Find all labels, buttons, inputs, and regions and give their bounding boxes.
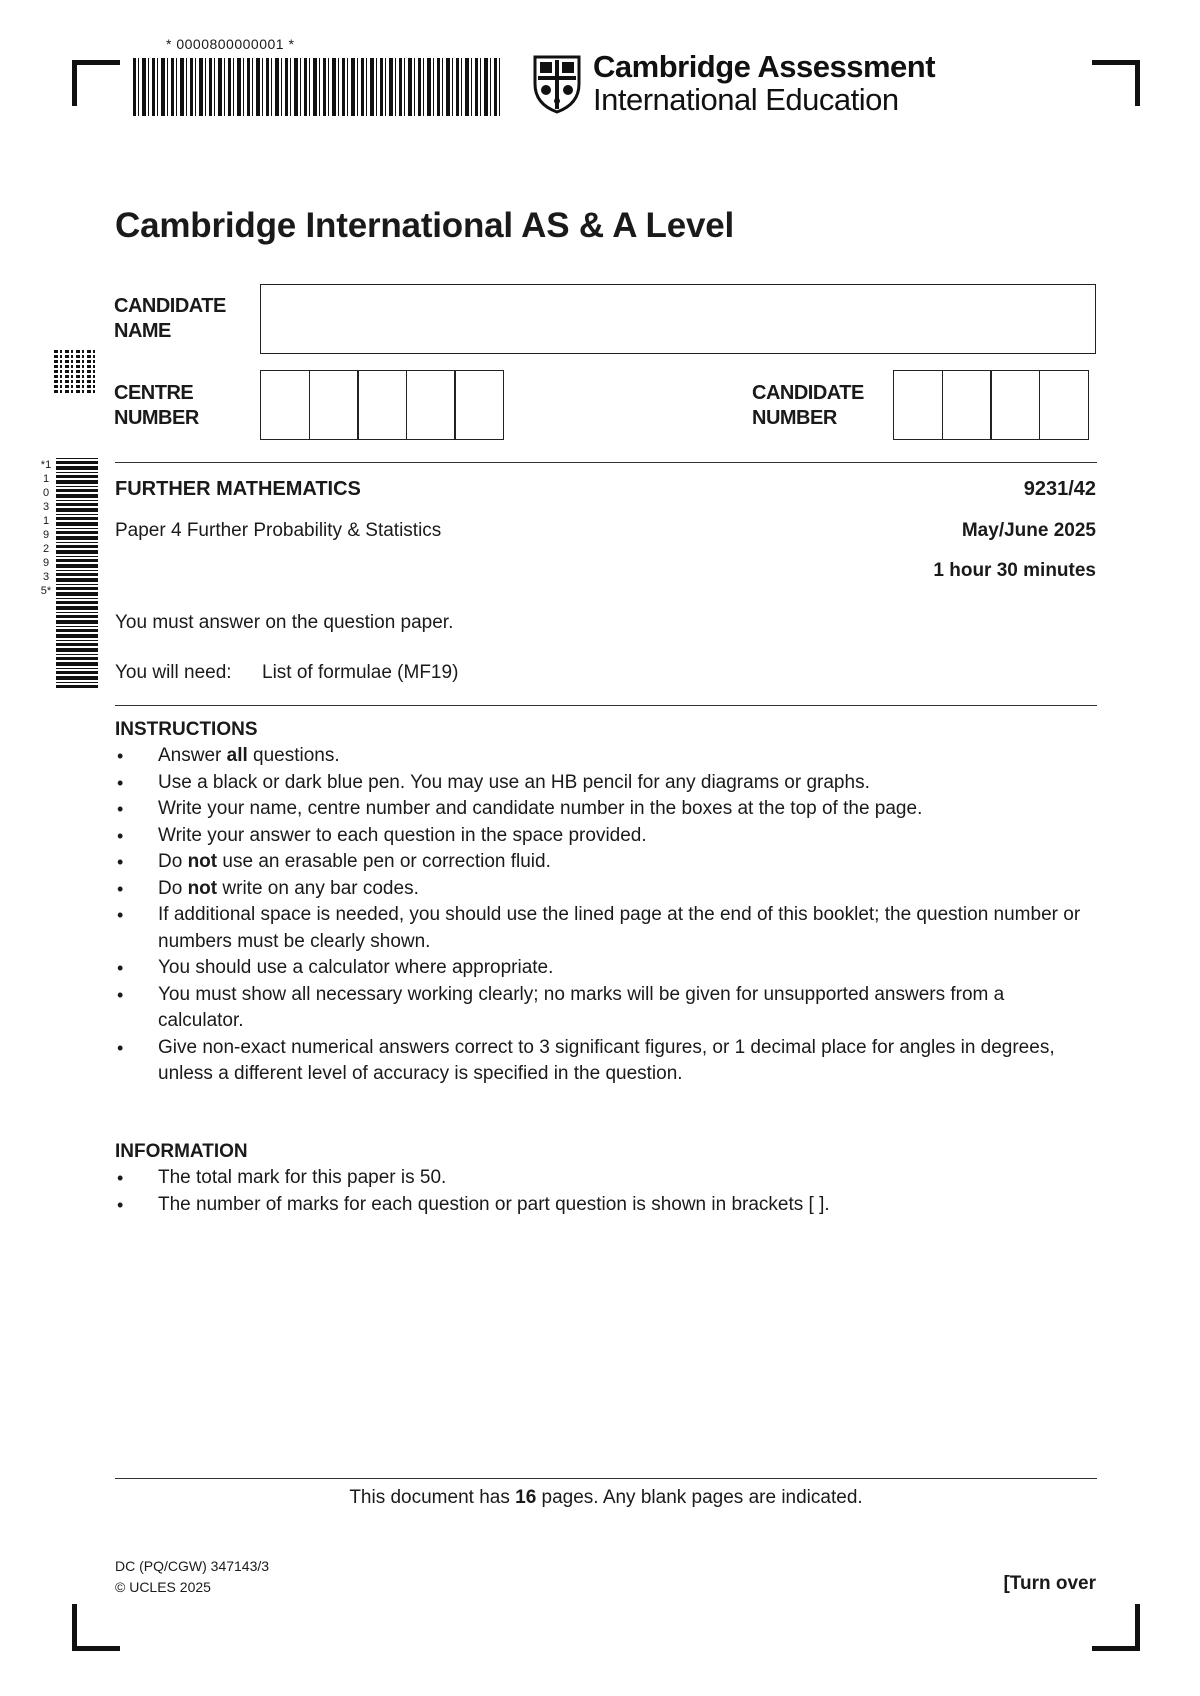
instruction-text: Use a black or dark blue pen. You may use an HB pencil for any diagrams or graphs. xyxy=(158,771,870,793)
instruction-emphasis: not xyxy=(187,877,218,899)
qr-code xyxy=(54,349,96,393)
paper-name: Paper 4 Further Probability & Statistics xyxy=(115,520,442,541)
instruction-item xyxy=(115,902,1095,955)
crop-mark-bottom-right-v xyxy=(1135,1604,1140,1651)
centre-number-label-line1: CENTRE xyxy=(114,382,194,404)
paper-code: 9231/42 xyxy=(1023,478,1096,500)
copyright: © UCLES 2025 xyxy=(115,1579,211,1595)
brand-line-2: International Education xyxy=(593,82,899,117)
footer-ref-block xyxy=(115,1556,269,1598)
instruction-emphasis: all xyxy=(226,745,248,766)
instruction-item xyxy=(115,796,1095,823)
top-barcode xyxy=(133,58,500,116)
instruction-item xyxy=(115,770,1095,797)
information-list xyxy=(115,1165,1095,1218)
barcode-number: * 0000800000001 * xyxy=(166,36,295,52)
brand-name xyxy=(593,50,935,116)
centre-number-digit[interactable] xyxy=(357,370,407,440)
side-barcode xyxy=(56,456,98,688)
instruction-text: You should use a calculator where appropriate. xyxy=(158,957,554,978)
information-item: • The number of marks for each question or part question is shown in brackets [ ]. xyxy=(115,1192,1095,1219)
divider-middle xyxy=(115,705,1097,706)
instruction-text: Do xyxy=(158,877,188,899)
candidate-number-label-line1: CANDIDATE xyxy=(752,382,864,404)
crop-mark-top-right-v xyxy=(1135,60,1140,106)
candidate-name-input[interactable] xyxy=(260,284,1096,354)
instruction-item xyxy=(115,743,1095,770)
page-count-pre: This document has xyxy=(349,1487,516,1508)
candidate-number-digit[interactable] xyxy=(1039,370,1089,440)
centre-number-digit[interactable] xyxy=(454,370,504,440)
instruction-item xyxy=(115,1035,1095,1088)
instruction-text: Do xyxy=(158,851,188,872)
centre-number-digit[interactable] xyxy=(309,370,359,440)
candidate-name-label-line2: NAME xyxy=(114,320,171,342)
document-reference: DC (PQ/CGW) 347143/3 xyxy=(115,1558,270,1574)
divider-bottom xyxy=(115,1478,1097,1479)
information-item: • The total mark for this paper is 50. xyxy=(115,1165,1095,1192)
answer-note: You must answer on the question paper. xyxy=(115,612,454,633)
page-count-note xyxy=(115,1487,1097,1509)
candidate-number-digit[interactable] xyxy=(893,370,943,440)
crop-mark-bottom-left-v xyxy=(72,1604,77,1651)
centre-number-digit[interactable] xyxy=(406,370,456,440)
centre-number-boxes[interactable] xyxy=(260,370,504,440)
crop-mark-top-left-v xyxy=(72,60,77,106)
instruction-text: use an erasable pen or correction fluid. xyxy=(217,851,551,872)
instruction-item xyxy=(115,982,1095,1035)
candidate-number-label xyxy=(752,381,864,431)
instruction-item xyxy=(115,955,1095,982)
divider-top xyxy=(115,462,1097,463)
instruction-text: You must show all necessary working clearly; no marks will be given for unsupported answers from a calculator. xyxy=(158,983,1005,1031)
turn-over-label: [Turn over xyxy=(1003,1573,1096,1594)
crop-mark-top-right xyxy=(1092,60,1140,65)
instructions-heading: INSTRUCTIONS xyxy=(115,719,258,740)
instruction-emphasis: not xyxy=(187,851,218,872)
information-heading: INFORMATION xyxy=(115,1141,248,1162)
instruction-text: If additional space is needed, you should use the lined page at the end of this booklet; the question number or numbers must be clearly shown. xyxy=(158,904,1081,952)
instruction-text: write on any bar codes. xyxy=(217,877,419,899)
will-need-value: List of formulae (MF19) xyxy=(262,662,459,683)
subject-title: FURTHER MATHEMATICS xyxy=(115,478,361,500)
exam-duration: 1 hour 30 minutes xyxy=(933,560,1096,581)
side-barcode-digits: *1103192935* xyxy=(40,459,52,597)
qualification-title: Cambridge International AS & A Level xyxy=(115,206,735,245)
instruction-item xyxy=(115,823,1095,850)
instruction-text: Answer xyxy=(158,745,227,766)
centre-number-digit[interactable] xyxy=(260,370,310,440)
instructions-list xyxy=(115,743,1095,1088)
crop-mark-bottom-right xyxy=(1092,1646,1140,1651)
candidate-number-digit[interactable] xyxy=(990,370,1040,440)
candidate-name-label xyxy=(114,294,226,344)
will-need-label: You will need: xyxy=(115,662,232,683)
centre-number-label xyxy=(114,381,199,431)
instruction-text: questions. xyxy=(247,745,340,766)
page-count: 16 xyxy=(515,1487,537,1508)
crop-mark-bottom-left xyxy=(72,1646,120,1651)
centre-number-label-line2: NUMBER xyxy=(114,407,199,429)
exam-session: May/June 2025 xyxy=(961,520,1096,541)
candidate-number-boxes[interactable] xyxy=(893,370,1089,440)
instruction-text: Give non-exact numerical answers correct to 3 significant figures, or 1 decimal place for angles in degrees, unless a different level of accuracy is specified in the question. xyxy=(158,1036,1055,1084)
instruction-item xyxy=(115,876,1095,903)
instruction-text: Write your answer to each question in the space provided. xyxy=(158,824,647,846)
crop-mark-top-left xyxy=(72,60,120,65)
instruction-text: Write your name, centre number and candidate number in the boxes at the top of the page. xyxy=(158,798,923,819)
cambridge-crest-icon xyxy=(532,54,582,114)
brand-line-1: Cambridge Assessment xyxy=(593,49,936,84)
candidate-number-label-line2: NUMBER xyxy=(752,407,837,429)
instruction-item xyxy=(115,849,1095,876)
candidate-name-label-line1: CANDIDATE xyxy=(114,295,226,317)
page-count-post: pages. Any blank pages are indicated. xyxy=(536,1487,863,1508)
candidate-number-digit[interactable] xyxy=(942,370,992,440)
